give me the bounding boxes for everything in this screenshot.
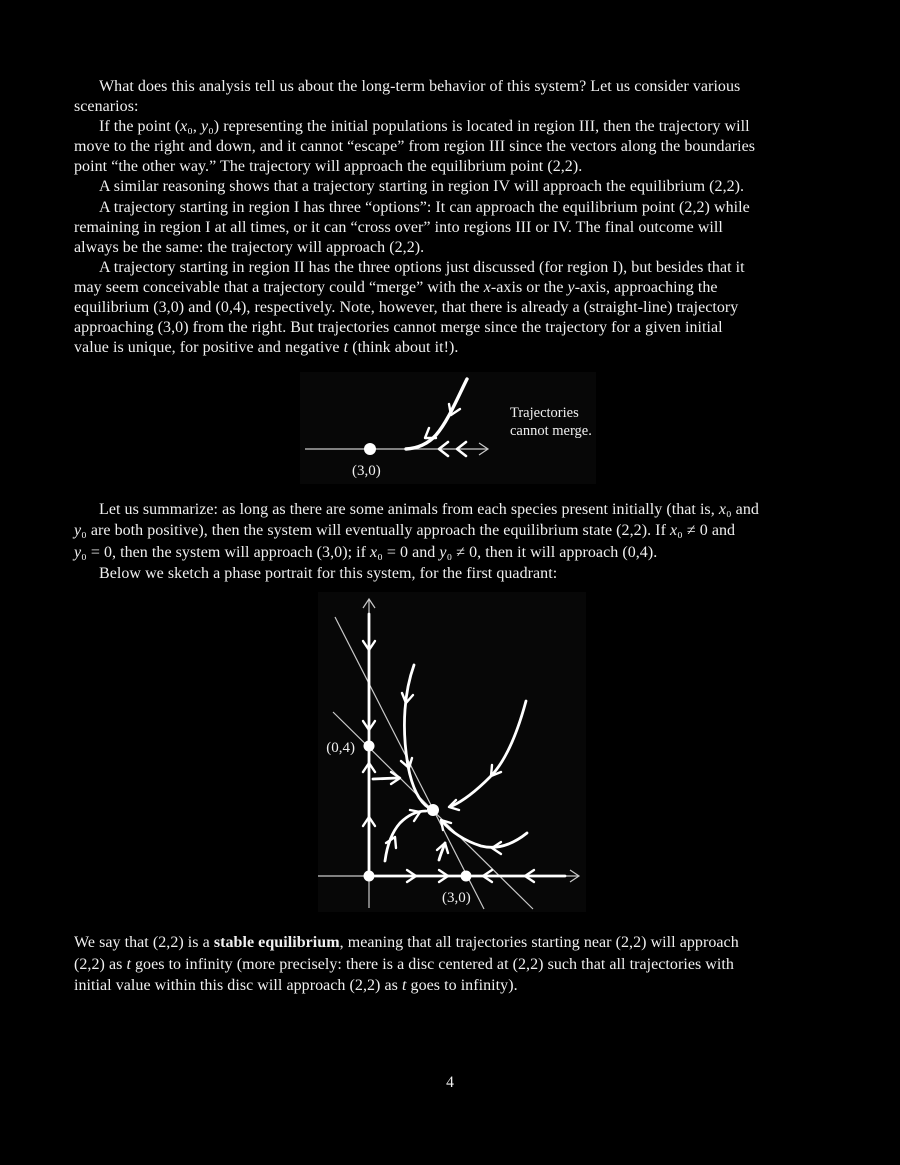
figure-caption-line2: cannot merge. xyxy=(510,423,592,439)
origin-dot xyxy=(364,871,375,882)
label-0-4: (0,4) xyxy=(326,740,355,756)
equilibrium-dot-0-4 xyxy=(364,741,375,752)
text-line: (2,2) as t goes to infinity (more precisely: there is a disc centered at (2,2) such that all trajectories with xyxy=(74,955,734,973)
text-line: may seem conceivable that a trajectory could “merge” with the x-axis or the y-axis, approaching the xyxy=(74,278,718,296)
figure-caption-line1: Trajectories xyxy=(510,405,579,421)
figure-phase-portrait-svg xyxy=(318,592,586,912)
text-line: approaching (3,0) from the right. But trajectories cannot merge since the trajectory for a given initial xyxy=(74,319,723,337)
figure-trajectory-merge xyxy=(300,372,596,484)
trajectory-from-below-left xyxy=(385,811,426,861)
paragraph-block-3 xyxy=(74,932,838,997)
text-line: We say that (2,2) is a stable equilibrium, meaning that all trajectories starting near (2,2) will approach xyxy=(74,934,739,951)
page-number: 4 xyxy=(446,1074,454,1091)
equilibrium-dot-3-0 xyxy=(461,871,472,882)
text-line: move to the right and down, and it cannot “escape” from region III since the vectors along the boundaries xyxy=(74,138,756,156)
equilibrium-dot-2-2 xyxy=(427,804,439,816)
text-line: Below we sketch a phase portrait for this system, for the first quadrant: xyxy=(99,565,558,583)
paragraph-block-2 xyxy=(74,499,838,585)
text-line: What does this analysis tell us about the long-term behavior of this system? Let us consider various xyxy=(99,78,741,95)
label-3-0: (3,0) xyxy=(442,890,471,906)
text-line: equilibrium (3,0) and (0,4), respectively. Note, however, that there is already a (straight-line) trajectory xyxy=(74,299,739,317)
trajectory-from-below-right xyxy=(442,821,527,847)
text-line: A trajectory starting in region I has three “options”: It can approach the equilibrium point (2,2) while xyxy=(99,198,750,216)
merge-point-label: (3,0) xyxy=(352,463,381,479)
text-line: always be the same: the trajectory will approach (2,2). xyxy=(74,238,425,256)
text-line: y₀ = 0, then the system will approach (3,0); if x₀ = 0 and y₀ ≠ 0, then it will approach (0,4). xyxy=(74,543,658,561)
text-line: A similar reasoning shows that a trajectory starting in region IV will approach the equilibrium (2,2). xyxy=(99,178,745,196)
text-line: Let us summarize: as long as there are some animals from each species present initially (that is, x₀ and xyxy=(99,501,759,518)
text-line: value is unique, for positive and negative t (think about it!). xyxy=(74,339,459,357)
text-line: y₀ are both positive), then the system will eventually approach the equilibrium state (2,2). If x₀ ≠ 0 and xyxy=(74,522,736,540)
text-line: If the point (x₀, y₀) representing the initial populations is located in region III, then the trajectory will xyxy=(99,118,750,136)
text-line: initial value within this disc will approach (2,2) as t goes to infinity). xyxy=(74,977,518,995)
text-line: remaining in region I at all times, or it can “cross over” into regions III or IV. The final outcome will xyxy=(74,218,723,236)
paragraph-block-1 xyxy=(74,77,838,358)
figure-phase-portrait xyxy=(318,592,586,912)
trajectory-from-right xyxy=(452,701,526,806)
text-line: scenarios: xyxy=(74,98,139,116)
text-line: point “the other way.” The trajectory will approach the equilibrium point (2,2). xyxy=(74,158,583,176)
equilibrium-dot xyxy=(364,443,376,455)
trajectory-short-arrow xyxy=(373,778,397,779)
figure-trajectory-merge-svg xyxy=(300,372,596,484)
text-line: A trajectory starting in region II has the three options just discussed (for region I), but besides that it xyxy=(99,258,745,276)
